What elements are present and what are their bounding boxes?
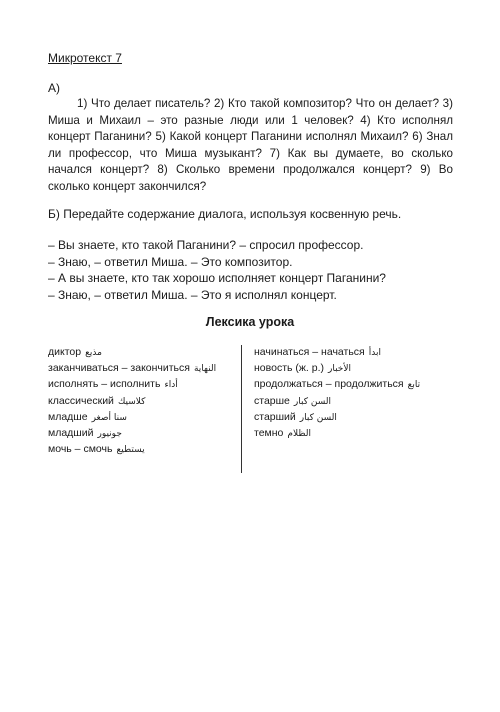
vocab-item <box>254 426 454 442</box>
vocab-item <box>254 410 454 426</box>
vocabulary-left-column <box>48 345 238 458</box>
dialogue-line: – А вы знаете, кто так хорошо исполняет концерт Паганини? <box>48 271 386 285</box>
dialogue-line: – Знаю, – ответил Миша. – Это композитор. <box>48 254 293 269</box>
vocab-ar: الظلام <box>287 429 311 440</box>
vocab-ru: темно <box>254 427 284 440</box>
vocab-item <box>48 410 238 426</box>
dialogue-line: – Знаю, – ответил Миша. – Это я исполнял концерт. <box>48 287 337 302</box>
vocab-item <box>48 442 238 458</box>
vocab-ar: مذيع <box>85 348 102 358</box>
vocab-ru: старший <box>254 410 296 423</box>
vocab-ru: мочь – смочь <box>48 443 113 456</box>
vocab-ar: يستطيع <box>116 445 145 456</box>
vocab-ru: младший <box>48 427 94 440</box>
microtext-title: Микротекст 7 <box>48 51 122 65</box>
column-divider <box>241 345 242 473</box>
dialogue-line: – Вы знаете, кто такой Паганини? – спросил профессор. <box>48 238 364 252</box>
dialogue <box>48 237 386 303</box>
questions-text: 1) Что делает писатель? 2) Кто такой композитор? Что он делает? 3) Миша и Михаил – это разные люди или 1 человек? 4) Кто исполнял концерт Паганини? 5) Какой концерт Паганини исполнял Михаил? 6) Знал ли профессор, что Миша музыкант? 7) Как вы думаете, во сколько начался концерт? 8) Сколько времени продолжался концерт? 9) Во сколько концерт закончился? <box>48 97 453 193</box>
vocab-ru: диктор <box>48 346 82 358</box>
vocab-item <box>48 394 238 410</box>
vocabulary-title: Лексика урока <box>205 315 295 329</box>
vocab-item <box>254 361 454 377</box>
vocab-item <box>254 377 454 393</box>
vocab-ar: السن كبار <box>299 412 337 423</box>
vocab-item <box>48 426 238 442</box>
vocab-item <box>254 394 454 410</box>
vocab-ar: كلاسيك <box>117 396 146 407</box>
vocab-item <box>48 377 238 393</box>
vocab-ru: исполнять – исполнить <box>48 378 161 391</box>
vocab-ar: السن كبار <box>293 396 331 407</box>
vocab-ru: младше <box>48 410 88 423</box>
section-b-task: Б) Передайте содержание диалога, используя косвенную речь. <box>48 207 402 221</box>
vocab-ru: классический <box>48 394 114 407</box>
section-a-questions <box>48 96 453 196</box>
vocab-item <box>48 345 238 361</box>
vocab-ar: أداء <box>164 380 178 391</box>
vocabulary-right-column <box>254 345 454 442</box>
vocab-item <box>254 345 454 361</box>
vocab-ar: ابدأ <box>368 348 381 358</box>
vocab-ar: النهاية <box>193 364 217 375</box>
section-a-label: А) <box>48 81 60 95</box>
vocab-ru: старше <box>254 394 290 407</box>
vocab-ru: продолжаться – продолжиться <box>254 378 404 391</box>
vocab-ar: تابع <box>407 380 421 391</box>
vocab-ar: سنا أصغر <box>91 412 127 423</box>
vocab-ru: заканчиваться – закончиться <box>48 362 190 375</box>
vocab-item <box>48 361 238 377</box>
vocab-ru: начинаться – начаться <box>254 346 365 358</box>
vocab-ar: الأخبار <box>328 364 352 375</box>
vocab-ru: новость (ж. р.) <box>254 362 324 375</box>
vocab-ar: جونيور <box>97 429 122 440</box>
